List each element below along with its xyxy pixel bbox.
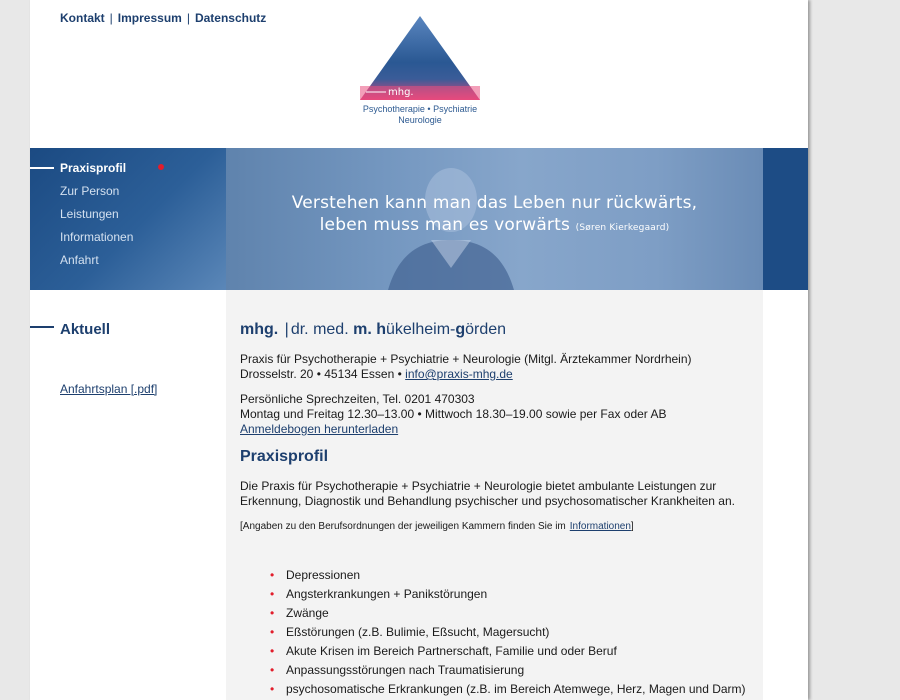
bullet-icon: • xyxy=(270,606,275,620)
list-item-text: Depressionen xyxy=(286,568,361,582)
hours-line-1: Persönliche Sprechzeiten, Tel. 0201 470303 xyxy=(240,392,475,406)
note-prefix: [Angaben zu den Berufsordnungen der jeweiligen Kammern finden Sie im xyxy=(240,521,566,532)
anfahrtsplan-pdf-link[interactable]: Anfahrtsplan [.pdf] xyxy=(60,382,158,396)
aside-title: Aktuell xyxy=(60,321,111,338)
pyramid-logo-icon xyxy=(350,14,490,104)
section-title: Praxisprofil xyxy=(240,448,329,465)
nav-separator: | xyxy=(109,11,113,25)
list-item xyxy=(270,661,750,680)
aside-indicator-line xyxy=(30,326,54,328)
datenschutz-link[interactable]: Datenschutz xyxy=(194,11,267,25)
brand-separator: | xyxy=(284,321,289,338)
street-address: Drosselstr. 20 • 45134 Essen • xyxy=(240,367,406,381)
hours-block xyxy=(240,392,750,437)
list-item-text: Angsterkrankungen + Panikstörungen xyxy=(286,587,488,601)
page xyxy=(30,0,808,700)
list-item xyxy=(270,680,750,699)
hero-quote-line-2 xyxy=(226,215,763,235)
logo[interactable] xyxy=(350,14,490,129)
list-item-text: Zwänge xyxy=(286,606,329,620)
list-item xyxy=(270,604,750,623)
brand-title: dr. med. xyxy=(290,321,349,338)
brand-mhg: mhg. xyxy=(240,321,279,338)
practice-brand xyxy=(240,320,750,340)
note-text xyxy=(240,519,750,534)
list-item-text: psychosomatische Erkrankungen (z.B. im Bereich Atemwege, Herz, Magen und Darm) xyxy=(286,682,746,696)
list-item-text: Anpassungsstörungen nach Traumatisierung xyxy=(286,663,525,677)
address-line-1: Praxis für Psychotherapie + Psychiatrie + Neurologie (Mitgl. Ärztekammer Nordrhein) xyxy=(240,352,692,366)
email-link[interactable]: info@praxis-mhg.de xyxy=(405,367,513,381)
nav-indicator-line xyxy=(30,167,54,169)
main-content xyxy=(226,290,763,700)
top-nav xyxy=(60,11,266,25)
bullet-icon: • xyxy=(270,663,275,677)
sidebar-item-zur-person[interactable]: Zur Person xyxy=(60,184,120,198)
note-suffix: ] xyxy=(630,521,634,532)
tagline-line-2: Neurologie xyxy=(398,115,442,125)
anmeldebogen-download-link[interactable]: Anmeldebogen herunterladen xyxy=(240,422,399,436)
logo-tagline xyxy=(350,104,490,126)
list-item-text: Eßstörungen (z.B. Bulimie, Eßsucht, Magersucht) xyxy=(286,625,550,639)
informationen-link[interactable]: Informationen xyxy=(569,521,631,532)
header-band-right xyxy=(763,148,808,290)
address-line-2 xyxy=(240,367,750,382)
list-item xyxy=(270,623,750,642)
kontakt-link[interactable]: Kontakt xyxy=(60,11,105,25)
tagline-line-1: Psychotherapie • Psychiatrie xyxy=(362,104,478,114)
sidebar-item-anfahrt[interactable]: Anfahrt xyxy=(60,253,99,267)
hero-quote-line-1: Verstehen kann man das Leben nur rückwärts, xyxy=(291,193,698,213)
services-list xyxy=(240,566,750,699)
brand-name-2: örden xyxy=(465,321,507,338)
hero-quote-text: leben muss man es vorwärts xyxy=(319,215,571,235)
sidebar-item-informationen[interactable]: Informationen xyxy=(60,230,134,244)
list-item-text: Akute Krisen im Bereich Partnerschaft, Familie und oder Beruf xyxy=(286,644,617,658)
brand-initial-m: m. xyxy=(353,321,372,338)
list-item xyxy=(270,566,750,585)
bullet-icon: • xyxy=(270,625,275,639)
bullet-icon: • xyxy=(270,644,275,658)
brand-initial-g: g xyxy=(455,321,466,338)
sidebar-item-leistungen[interactable]: Leistungen xyxy=(60,207,119,221)
list-item xyxy=(270,642,750,661)
hours-line-2: Montag und Freitag 12.30–13.00 • Mittwoch 18.30–19.00 sowie per Fax oder AB xyxy=(240,407,667,421)
sidebar-item-praxisprofil[interactable]: Praxisprofil xyxy=(60,161,127,175)
bullet-icon: • xyxy=(270,568,275,582)
intro-text: Die Praxis für Psychotherapie + Psychiatrie + Neurologie bietet ambulante Leistungen zur Erkennung, Diagnostik und Behandlung psychischer und psychosomatischer Krankheiten an. xyxy=(240,479,735,508)
active-dot-icon xyxy=(158,164,164,170)
bullet-icon: • xyxy=(270,682,275,696)
address-block xyxy=(240,352,750,382)
brand-name-1: ükelheim- xyxy=(386,321,456,338)
bullet-icon: • xyxy=(270,587,275,601)
hero-quote-author: (Søren Kierkegaard) xyxy=(575,223,670,233)
brand-initial-h: h xyxy=(376,321,386,338)
nav-separator: | xyxy=(186,11,190,25)
sidebar-nav xyxy=(30,148,226,290)
hero-banner xyxy=(226,148,763,290)
logo-mark-text: mhg. xyxy=(388,87,414,98)
list-item xyxy=(270,585,750,604)
impressum-link[interactable]: Impressum xyxy=(117,11,182,25)
